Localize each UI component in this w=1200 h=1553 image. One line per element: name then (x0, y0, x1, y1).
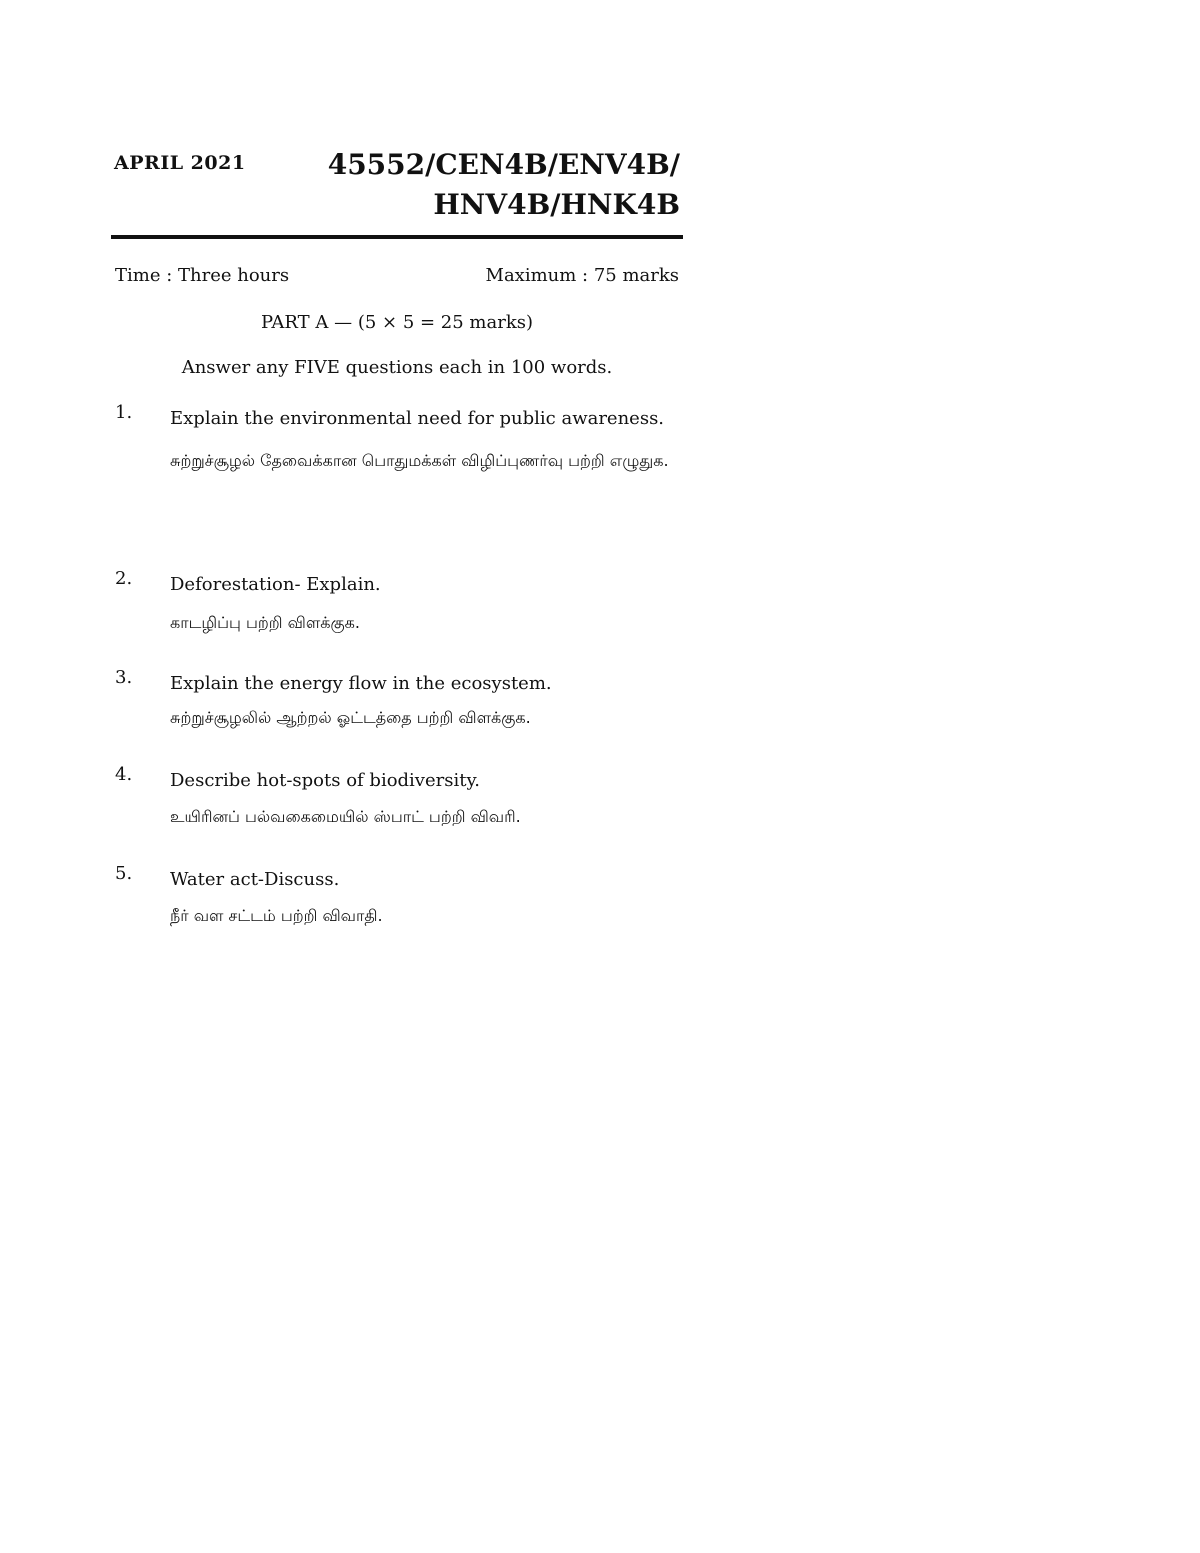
time-allowed: Time : Three hours (115, 265, 290, 286)
question-body (170, 764, 679, 832)
question-english: Water act-Discuss. (170, 869, 340, 890)
question-number: 4. (115, 764, 133, 785)
question-tamil: சுற்றுச்சூழலில் ஆற்றல் ஓட்டத்தை பற்றி விளக்குக. (170, 708, 531, 727)
question-english: Describe hot-spots of biodiversity. (170, 770, 480, 791)
question-tamil: உயிரினப் பல்வகைமையில் ஸ்பாட் பற்றி விவரி. (170, 807, 521, 826)
exam-date: APRIL 2021 (114, 152, 246, 174)
question-body (170, 863, 679, 931)
question-body (170, 402, 679, 476)
header-divider (111, 235, 683, 239)
paper-code-line-2: HNV4B/HNK4B (433, 188, 680, 221)
paper-code-line-1: 45552/CEN4B/ENV4B/ (327, 148, 680, 181)
question-number: 5. (115, 863, 133, 884)
question-tamil: காடழிப்பு பற்றி விளக்குக. (170, 613, 360, 632)
question-number: 2. (115, 568, 133, 589)
question-english: Deforestation- Explain. (170, 574, 381, 595)
maximum-marks: Maximum : 75 marks (485, 265, 679, 286)
part-a-heading: PART A — (5 × 5 = 25 marks) (260, 312, 534, 333)
question-english: Explain the energy flow in the ecosystem. (170, 673, 552, 694)
question-number: 3. (115, 667, 133, 688)
exam-meta (115, 265, 679, 286)
paper-code (328, 145, 680, 225)
part-a-instructions: Answer any FIVE questions each in 100 words. (181, 357, 613, 378)
question-tamil: சுற்றுச்சூழல் தேவைக்கான பொதுமக்கள் விழிப்புணர்வு பற்றி எழுதுக. (170, 451, 669, 470)
question-body (170, 568, 679, 638)
question-number: 1. (115, 402, 133, 423)
question-english: Explain the environmental need for public awareness. (170, 408, 665, 429)
question-tamil: நீர் வள சட்டம் பற்றி விவாதி. (170, 906, 383, 925)
question-body (170, 667, 679, 733)
